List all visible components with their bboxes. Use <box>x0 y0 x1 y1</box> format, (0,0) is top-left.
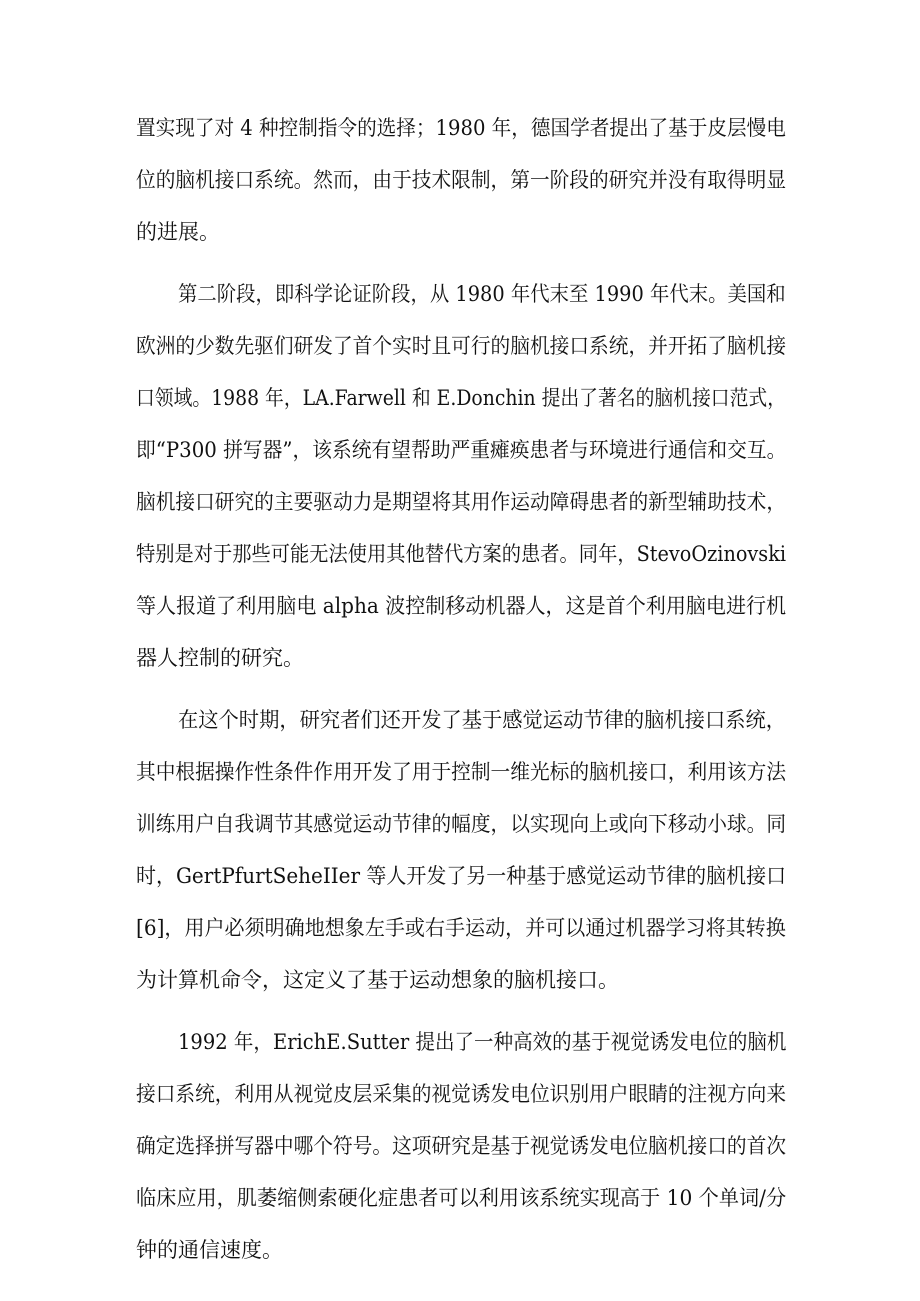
paragraph-line: 接口系统，利用从视觉皮层采集的视觉诱发电位识别用户眼睛的注视方向来 <box>136 1082 787 1106</box>
paragraph-line: 时，GertPfurtSeheIIer 等人开发了另一种基于感觉运动节律的脑机接口 <box>136 864 787 888</box>
paragraph-line: 器人控制的研究。 <box>136 646 304 670</box>
paragraph-line: 其中根据操作性条件作用开发了用于控制一维光标的脑机接口，利用该方法 <box>136 760 787 784</box>
paragraph-line: 第二阶段，即科学论证阶段，从 1980 年代末至 1990 年代末。美国和 <box>178 282 786 306</box>
paragraph-line: 特别是对于那些可能无法使用其他替代方案的患者。同年，StevoOzinovski <box>136 542 787 566</box>
paragraph-line: 临床应用，肌萎缩侧索硬化症患者可以利用该系统实现高于 10 个单词/分 <box>136 1186 787 1210</box>
paragraph-line: 的进展。 <box>136 220 220 244</box>
paragraph-line: 1992 年，ErichE.Sutter 提出了一种高效的基于视觉诱发电位的脑机 <box>178 1030 787 1054</box>
paragraph-line: 确定选择拼写器中哪个符号。这项研究是基于视觉诱发电位脑机接口的首次 <box>136 1134 787 1158</box>
paragraph-line: 等人报道了利用脑电 alpha 波控制移动机器人，这是首个利用脑电进行机 <box>136 594 787 618</box>
paragraph-line: 位的脑机接口系统。然而，由于技术限制，第一阶段的研究并没有取得明显 <box>136 168 787 192</box>
paragraph-line: 即“P300 拼写器”，该系统有望帮助严重瘫痪患者与环境进行通信和交互。 <box>136 438 787 462</box>
paragraph-line: 置实现了对 4 种控制指令的选择；1980 年，德国学者提出了基于皮层慢电 <box>136 116 786 140</box>
paragraph-line: 为计算机命令，这定义了基于运动想象的脑机接口。 <box>136 968 619 992</box>
paragraph-line: 训练用户自我调节其感觉运动节律的幅度，以实现向上或向下移动小球。同 <box>136 812 787 836</box>
paragraph-line: 钟的通信速度。 <box>136 1238 283 1262</box>
paragraph-line: 脑机接口研究的主要驱动力是期望将其用作运动障碍患者的新型辅助技术， <box>136 490 787 514</box>
paragraph-line: 口领域。1988 年，LA.Farwell 和 E.Donchin 提出了著名的脑机接口范式， <box>136 386 787 410</box>
paragraph-line: 欧洲的少数先驱们研发了首个实时且可行的脑机接口系统，并开拓了脑机接 <box>136 334 787 358</box>
paragraph-line: [6]，用户必须明确地想象左手或右手运动，并可以通过机器学习将其转换 <box>136 916 786 940</box>
paragraph-line: 在这个时期，研究者们还开发了基于感觉运动节律的脑机接口系统， <box>178 708 787 732</box>
